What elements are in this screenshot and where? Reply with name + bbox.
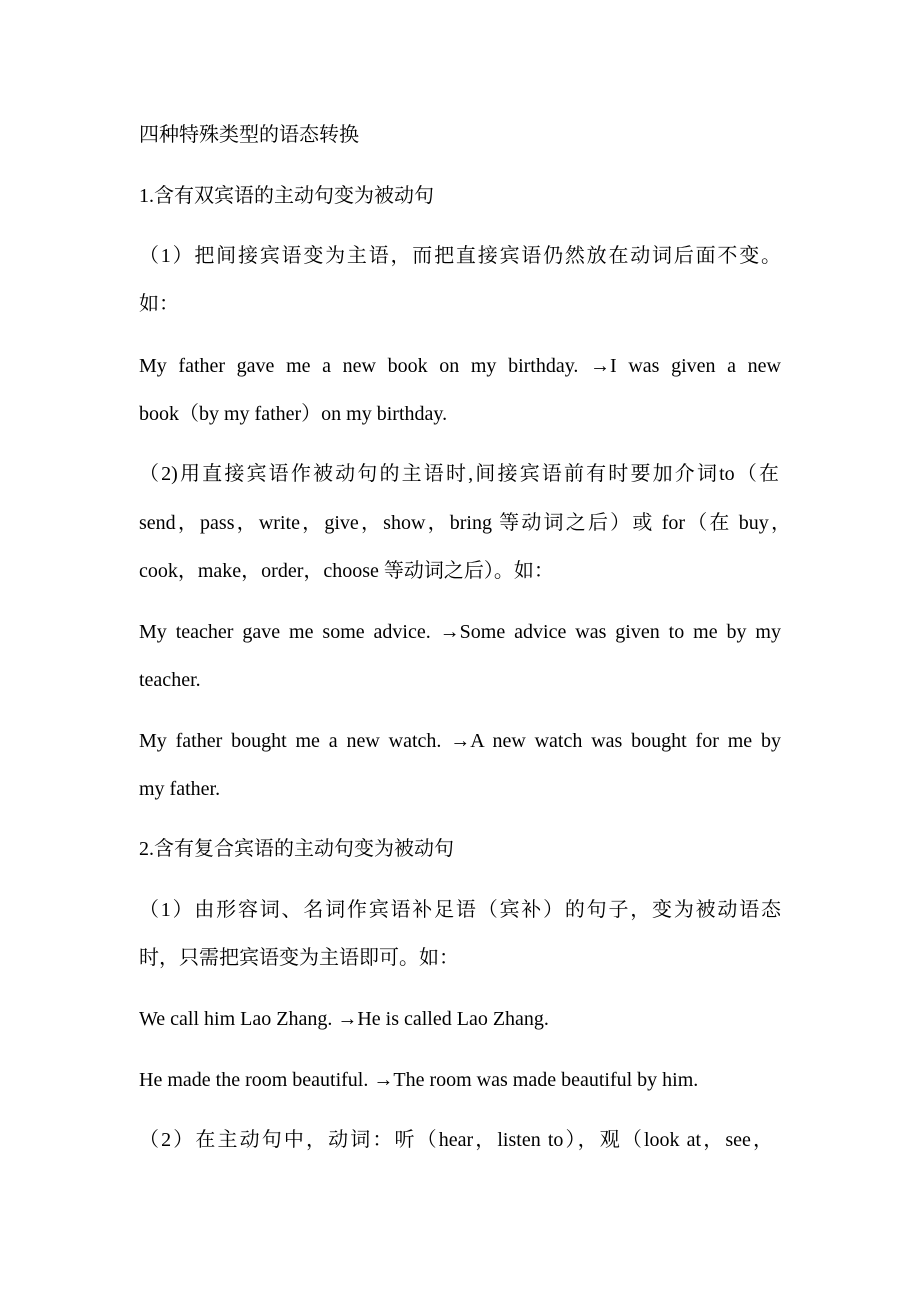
section1-example3-line1: My father bought me a new watch. →A new watch was bought for me by [139,730,781,752]
section1-rule1-line2: 如： [139,293,179,315]
section2-rule1-line1: （1）由形容词、名词作宾语补足语（宾补）的句子，变为被动语态 [139,899,781,921]
document-title: 四种特殊类型的语态转换 [139,124,359,146]
section1-rule2-line2: send，pass，write，give，show，bring 等动词之后）或 for（在 buy， [139,512,791,534]
section1-example1-line2: book（by my father）on my birthday. [139,403,448,425]
section1-example2-line2: teacher. [139,669,201,691]
section2-rule2-line1: （2）在主动句中，动词：听（hear，listen to），观（look at，see， [139,1129,773,1151]
section1-rule2-line1: （2)用直接宾语作被动句的主语时,间接宾语前有时要加介词to（在 [139,463,779,485]
section1-heading: 1.含有双宾语的主动句变为被动句 [139,185,434,207]
section2-heading: 2.含有复合宾语的主动句变为被动句 [139,838,454,860]
section1-rule2-line3: cook，make，order，choose 等动词之后）。如： [139,560,554,582]
section1-rule1-line1: （1）把间接宾语变为主语，而把直接宾语仍然放在动词后面不变。 [139,245,781,267]
section1-example3-line2: my father. [139,778,221,800]
section2-example1: We call him Lao Zhang. →He is called Lao Zhang. [139,1008,549,1030]
section1-example2-line1: My teacher gave me some advice. →Some advice was given to me by my [139,621,781,643]
section2-example2: He made the room beautiful. →The room was made beautiful by him. [139,1069,699,1091]
section1-example1-line1: My father gave me a new book on my birthday. →I was given a new [139,355,781,377]
section2-rule1-line2: 时，只需把宾语变为主语即可。如： [139,947,459,969]
